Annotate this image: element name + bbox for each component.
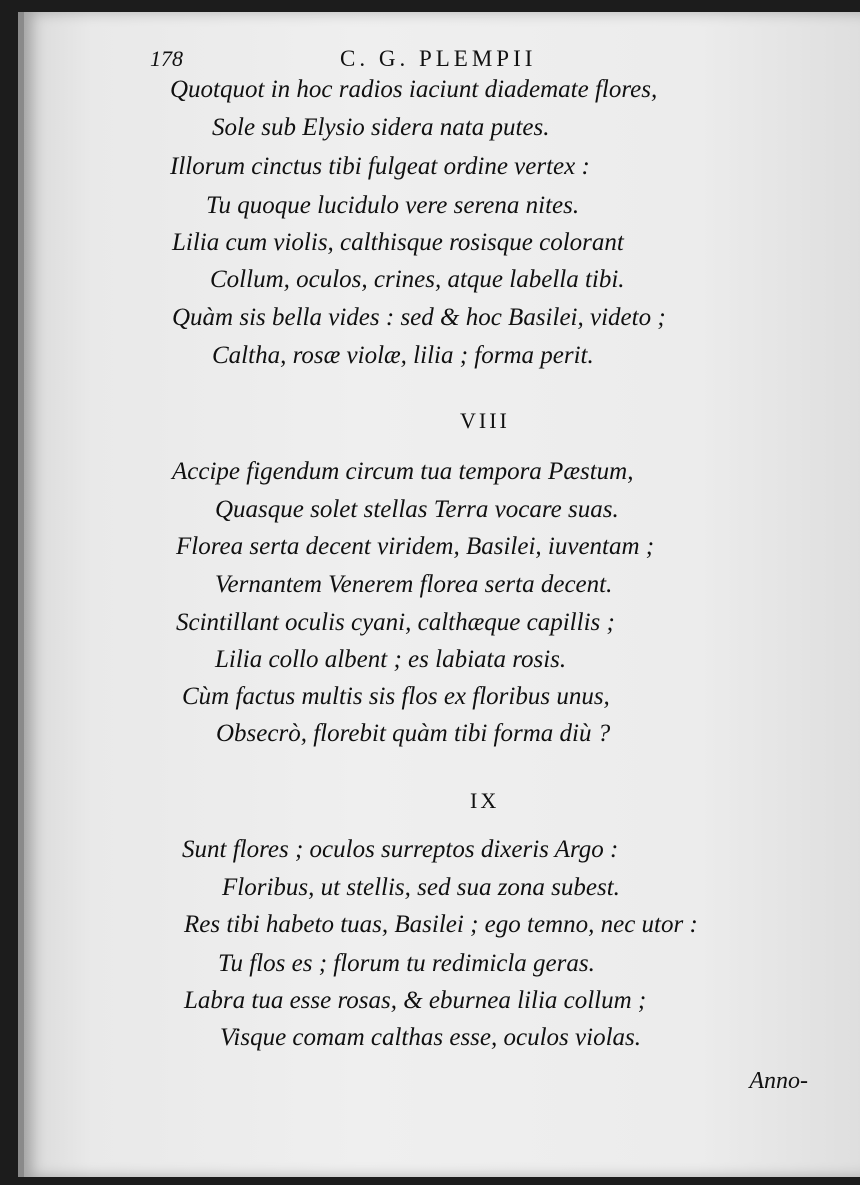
verse-line: Collum, oculos, crines, atque labella tibi. <box>210 266 625 293</box>
poem-number-heading: IX <box>470 788 500 813</box>
verse-line: Illorum cinctus tibi fulgeat ordine vertex : <box>170 153 590 180</box>
verse-line: Cùm factus multis sis flos ex floribus unus, <box>182 683 610 710</box>
verse-line: Vernantem Venerem florea serta decent. <box>215 571 613 598</box>
verse-line: Caltha, rosæ violæ, lilia ; forma perit. <box>212 342 594 369</box>
verse-line: Sole sub Elysio sidera nata putes. <box>212 114 550 141</box>
verse-line: Florea serta decent viridem, Basilei, iuventam ; <box>176 533 655 560</box>
verse-line: Floribus, ut stellis, sed sua zona subest. <box>222 874 620 901</box>
verse-line: Scintillant oculis cyani, calthæque capillis ; <box>176 609 615 636</box>
verse-line: Quasque solet stellas Terra vocare suas. <box>215 496 619 523</box>
verse-line: Quotquot in hoc radios iaciunt diademate flores, <box>170 76 658 103</box>
poem-number-heading: VIII <box>460 408 510 433</box>
page-header <box>150 46 750 78</box>
running-title: C. G. PLEMPII <box>340 46 537 71</box>
verse-line: Tu quoque lucidulo vere serena nites. <box>206 192 580 219</box>
verse-line: Accipe figendum circum tua tempora Pæstum, <box>172 458 634 485</box>
verse-line: Visque comam calthas esse, oculos violas. <box>220 1024 641 1051</box>
catchword: Anno- <box>749 1068 808 1094</box>
verse-line: Quàm sis bella vides : sed & hoc Basilei, videto ; <box>172 304 666 331</box>
verse-line: Sunt flores ; oculos surreptos dixeris Argo : <box>182 836 619 863</box>
verse-line: Lilia cum violis, calthisque rosisque colorant <box>172 229 624 256</box>
verse-line: Labra tua esse rosas, & eburnea lilia collum ; <box>184 987 647 1014</box>
verse-line: Obsecrò, florebit quàm tibi forma diù ? <box>216 720 611 747</box>
page-number: 178 <box>150 46 183 71</box>
verse-line: Lilia collo albent ; es labiata rosis. <box>215 646 567 673</box>
verse-line: Res tibi habeto tuas, Basilei ; ego temno, nec utor : <box>184 911 698 938</box>
verse-line: Tu flos es ; florum tu redimicla geras. <box>218 950 595 977</box>
